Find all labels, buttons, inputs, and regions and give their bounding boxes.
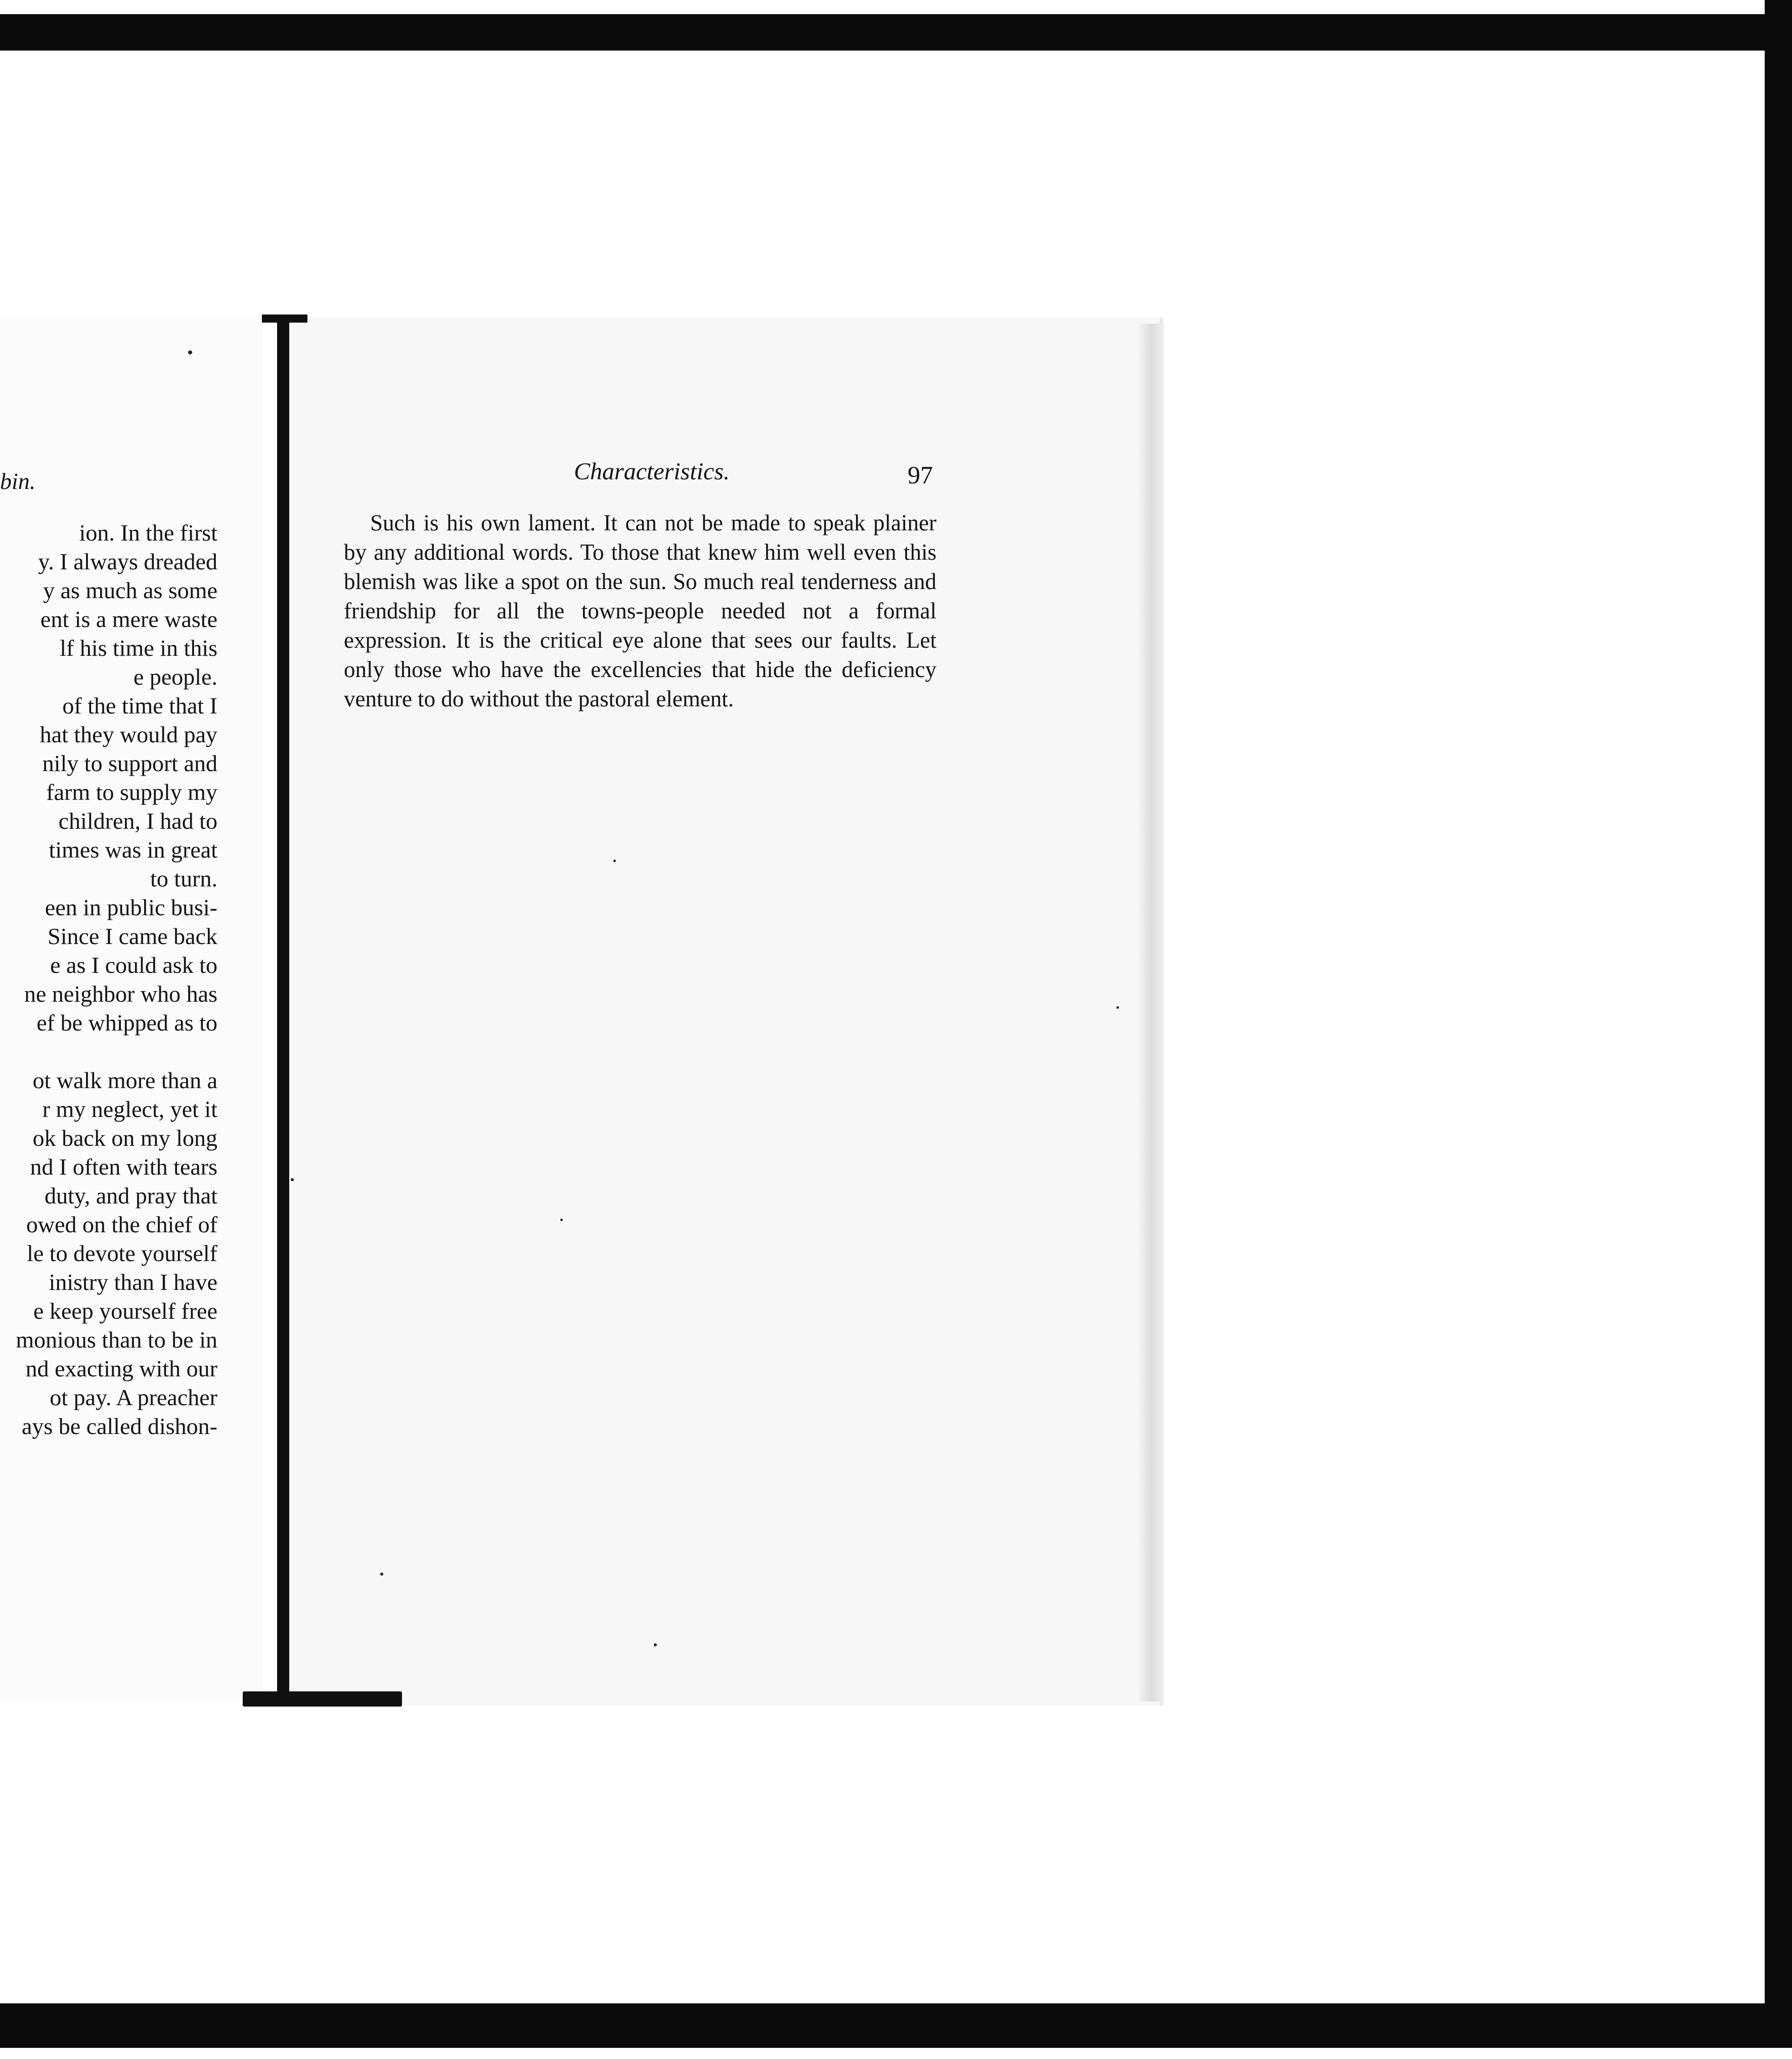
dust-speck	[380, 1573, 383, 1576]
text-line: ot pay. A preacher	[50, 1384, 217, 1410]
dust-speck	[291, 1178, 294, 1181]
text-line: lf his time in this	[60, 635, 217, 661]
page-number: 97	[908, 461, 933, 489]
text-line: nd exacting with our	[25, 1356, 217, 1381]
left-page-text	[0, 518, 217, 1441]
text-line: ion. In the first	[79, 520, 217, 546]
scan-frame-top-strip	[0, 0, 1792, 14]
text-line: ent is a mere waste	[40, 606, 217, 632]
text-line: y. I always dreaded	[38, 549, 217, 574]
scan-frame-right	[1765, 0, 1792, 2059]
text-line: e keep yourself free	[33, 1298, 217, 1324]
text-line: ne neighbor who has	[24, 981, 217, 1007]
text-line: ays be called dishon-	[21, 1413, 217, 1439]
page-edge-shadow	[1139, 324, 1164, 1702]
left-page	[0, 316, 263, 1702]
scan-frame-bottom-strip	[0, 2048, 1792, 2059]
text-line: inistry than I have	[49, 1269, 217, 1295]
text-line: le to devote yourself	[27, 1240, 217, 1266]
dust-speck	[1116, 1006, 1119, 1009]
text-line: nd I often with tears	[30, 1154, 217, 1180]
text-line: farm to supply my	[46, 779, 217, 805]
text-line: of the time that I	[62, 693, 217, 719]
text-line: times was in great	[49, 837, 217, 863]
text-line: r my neglect, yet it	[42, 1096, 217, 1122]
body-paragraph: Such is his own lament. It can not be made to speak plainer by any additional words. To those that knew him well even this blemish was like a spot on the sun. So much real tenderness and friendship for all the towns-people needed not a formal expression. It is the critical eye alone that sees our faults. Let only those who have the excellencies that hide the deficiency venture to do without the pastoral element.	[344, 510, 936, 711]
book-spine	[277, 316, 289, 1691]
dust-speck	[613, 860, 616, 862]
text-line: duty, and pray that	[44, 1183, 217, 1208]
text-line: nily to support and	[42, 750, 217, 776]
dust-speck	[654, 1643, 657, 1646]
left-running-head: bin.	[0, 468, 36, 494]
text-line: ot walk more than a	[32, 1067, 217, 1093]
text-line: owed on the chief of	[26, 1212, 217, 1237]
text-line: y as much as some	[43, 577, 217, 603]
text-line: monious than to be in	[16, 1327, 217, 1353]
text-line: e as I could ask to	[50, 952, 217, 978]
dust-speck	[188, 350, 192, 354]
dust-speck	[560, 1219, 563, 1221]
text-line: een in public busi-	[44, 894, 217, 920]
text-line: ef be whipped as to	[36, 1010, 217, 1036]
text-line: ok back on my long	[32, 1125, 217, 1151]
text-line: Since I came back	[48, 923, 217, 949]
binding-foot	[243, 1691, 402, 1707]
text-line: children, I had to	[58, 808, 217, 834]
running-head: Characteristics.	[574, 458, 730, 485]
text-line	[0, 1037, 217, 1066]
text-line: hat they would pay	[39, 722, 217, 747]
text-line: to turn.	[150, 866, 217, 891]
text-line: e people.	[133, 664, 217, 690]
